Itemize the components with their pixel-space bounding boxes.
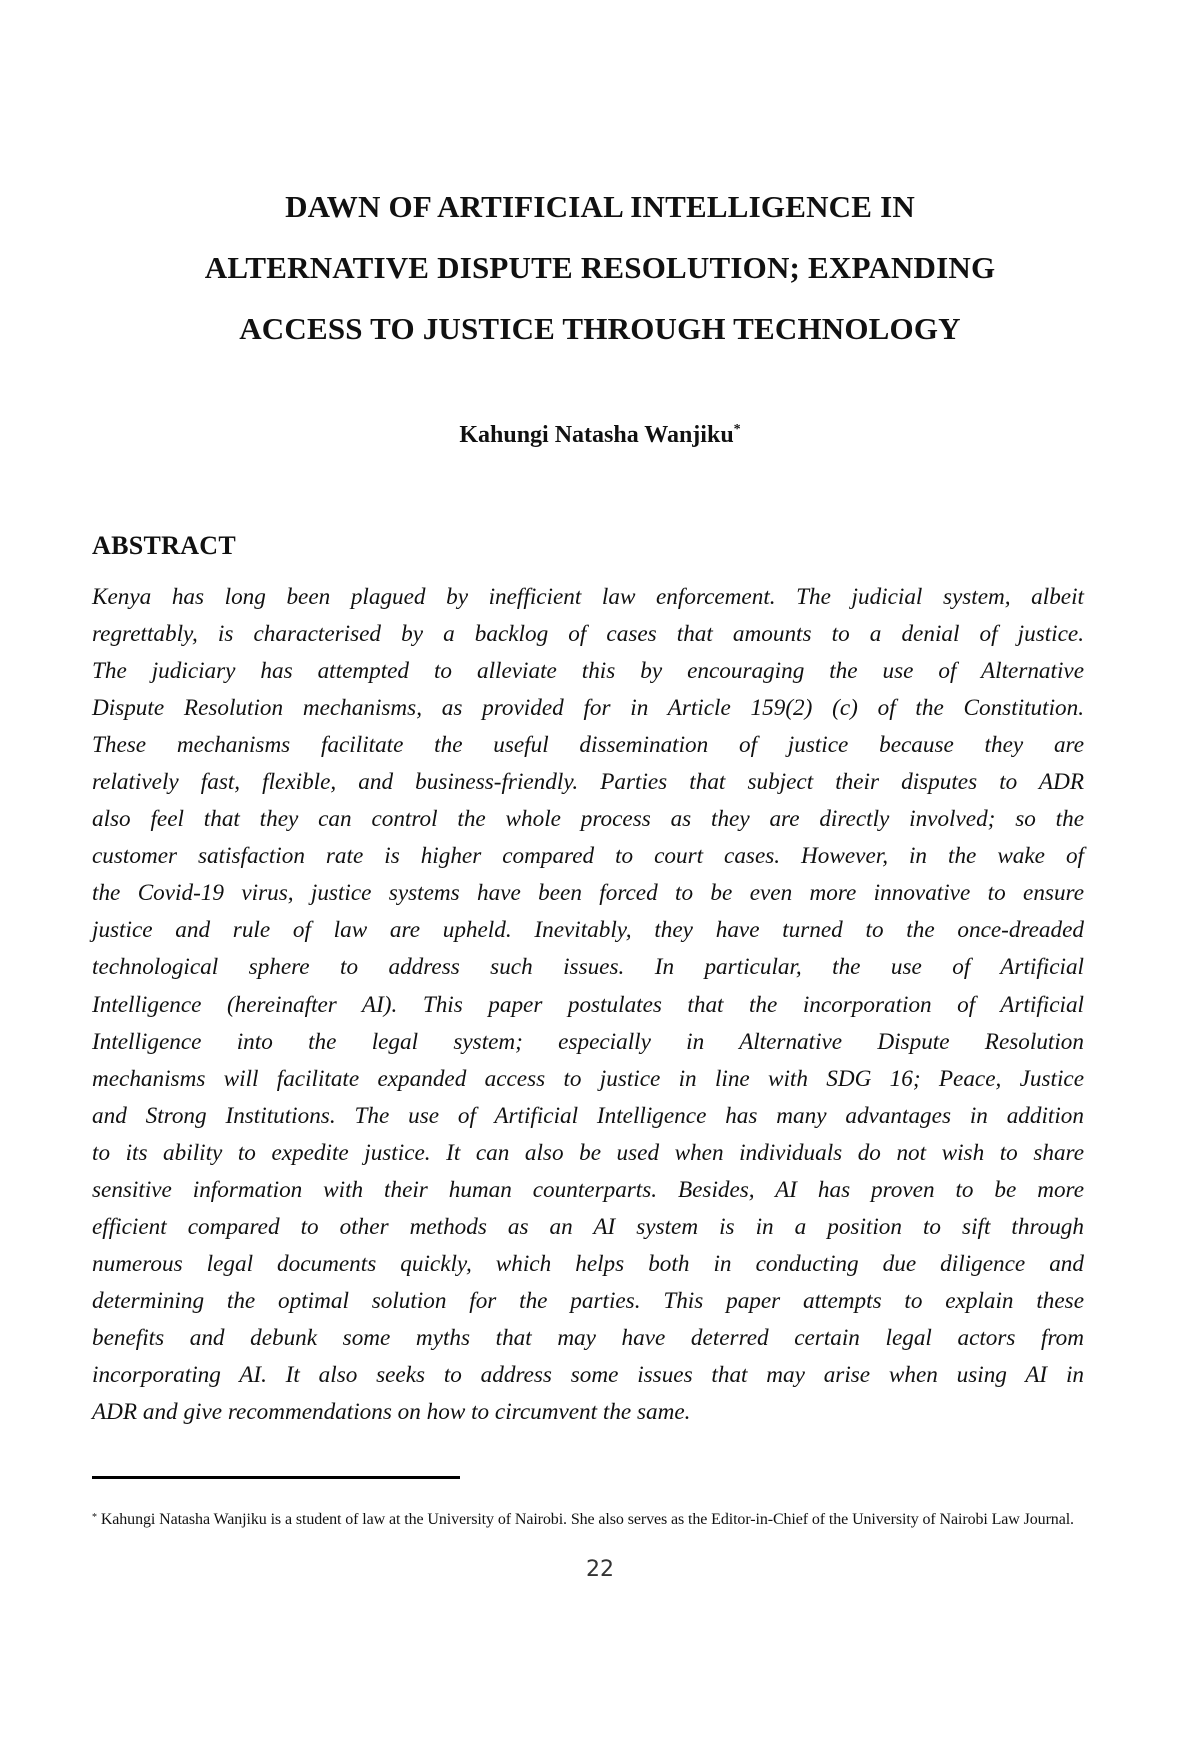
abstract-line: sensitive information with their human counterparts. Besides, AI has proven to be more bbox=[92, 1176, 1084, 1203]
footnote-divider bbox=[92, 1476, 460, 1479]
abstract-line: justice and rule of law are upheld. Inevitably, they have turned to the once-dreaded bbox=[92, 917, 1084, 944]
footnote-text: Kahungi Natasha Wanjiku is a student of law at the University of Nairobi. She also serves as the Editor-in-Chief of the University of Nairobi Law Journal. bbox=[100, 1511, 1074, 1528]
abstract-line: numerous legal documents quickly, which helps both in conducting due diligence and bbox=[92, 1250, 1084, 1277]
paper-title-line: ALTERNATIVE DISPUTE RESOLUTION; EXPANDING bbox=[204, 250, 996, 285]
abstract-line: technological sphere to address such issues. In particular, the use of Artificial bbox=[92, 954, 1084, 981]
abstract-line: ADR and give recommendations on how to circumvent the same. bbox=[92, 1399, 691, 1426]
abstract-line: efficient compared to other methods as an AI system is in a position to sift through bbox=[92, 1213, 1084, 1240]
abstract-line: customer satisfaction rate is higher compared to court cases. However, in the wake of bbox=[92, 843, 1084, 870]
abstract-line: mechanisms will facilitate expanded access to justice in line with SDG 16; Peace, Justice bbox=[92, 1065, 1084, 1092]
abstract-line: These mechanisms facilitate the useful dissemination of justice because they are bbox=[92, 732, 1084, 759]
abstract-line: regrettably, is characterised by a backlog of cases that amounts to a denial of justice. bbox=[92, 621, 1084, 648]
abstract-line: benefits and debunk some myths that may have deterred certain legal actors from bbox=[92, 1324, 1084, 1351]
author-footnote-marker: * bbox=[733, 422, 741, 437]
paper-title-line: ACCESS TO JUSTICE THROUGH TECHNOLOGY bbox=[239, 311, 961, 346]
abstract-line: Dispute Resolution mechanisms, as provided for in Article 159(2) (c) of the Constitution. bbox=[92, 695, 1084, 722]
author-footnote bbox=[92, 1509, 1084, 1531]
abstract-line: and Strong Institutions. The use of Artificial Intelligence has many advantages in addition bbox=[92, 1102, 1084, 1129]
author-byline bbox=[0, 420, 1200, 450]
paper-title-line: DAWN OF ARTIFICIAL INTELLIGENCE IN bbox=[285, 189, 915, 224]
abstract-line: Intelligence (hereinafter AI). This paper postulates that the incorporation of Artificial bbox=[92, 991, 1084, 1018]
abstract-line: incorporating AI. It also seeks to address some issues that may arise when using AI in bbox=[92, 1361, 1084, 1388]
abstract-line: Kenya has long been plagued by inefficient law enforcement. The judicial system, albeit bbox=[92, 584, 1084, 610]
abstract-line: relatively fast, flexible, and business-friendly. Parties that subject their disputes to ADR bbox=[92, 769, 1084, 796]
abstract-line: Intelligence into the legal system; especially in Alternative Dispute Resolution bbox=[92, 1028, 1084, 1055]
page-number: 22 bbox=[586, 1557, 614, 1582]
footnote-marker: * bbox=[92, 1512, 97, 1523]
abstract-line: determining the optimal solution for the parties. This paper attempts to explain these bbox=[92, 1287, 1084, 1314]
abstract-body bbox=[92, 579, 1084, 1431]
paper-title bbox=[110, 176, 1090, 359]
abstract-line: The judiciary has attempted to alleviate this by encouraging the use of Alternative bbox=[92, 658, 1084, 685]
abstract-line: also feel that they can control the whole process as they are directly involved; so the bbox=[92, 806, 1084, 833]
author-name: Kahungi Natasha Wanjiku bbox=[459, 422, 734, 448]
abstract-line: the Covid-19 virus, justice systems have been forced to be even more innovative to ensure bbox=[92, 880, 1084, 907]
abstract-heading: ABSTRACT bbox=[92, 531, 236, 560]
abstract-line: to its ability to expedite justice. It can also be used when individuals do not wish to share bbox=[92, 1139, 1084, 1166]
